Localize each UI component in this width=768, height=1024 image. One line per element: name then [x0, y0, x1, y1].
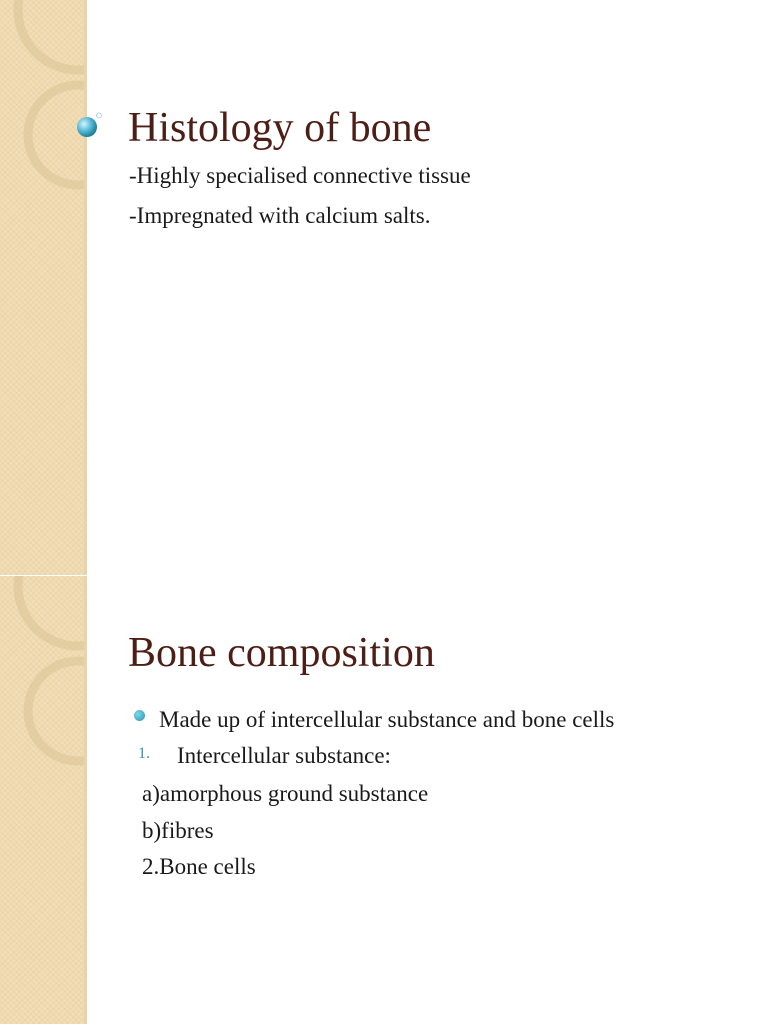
side-band-edge: [84, 576, 87, 1024]
decorative-side-band: [0, 0, 84, 575]
body-line-2: -Impregnated with calcium salts.: [129, 203, 431, 228]
list-item-text: Intercellular substance:: [177, 743, 391, 768]
sub-line-b: b)fibres: [142, 818, 214, 843]
slide-title: Histology of bone: [128, 105, 432, 151]
list-number: 1.: [138, 745, 150, 762]
bullet-dot-icon: [134, 710, 145, 721]
decorative-circles-icon: [0, 0, 84, 575]
orb-bullet-icon: [76, 112, 102, 138]
slide-2: [0, 576, 768, 1024]
body-line-1: -Highly specialised connective tissue: [129, 163, 471, 188]
sub-line-c: 2.Bone cells: [142, 854, 256, 879]
sub-line-a: a)amorphous ground substance: [142, 781, 429, 806]
bullet-text: Made up of intercellular substance and bone cells: [159, 707, 615, 732]
decorative-circles-icon: [0, 576, 84, 1024]
side-band-edge: [84, 0, 87, 575]
slide-title: Bone composition: [128, 630, 435, 676]
decorative-side-band: [0, 576, 84, 1024]
